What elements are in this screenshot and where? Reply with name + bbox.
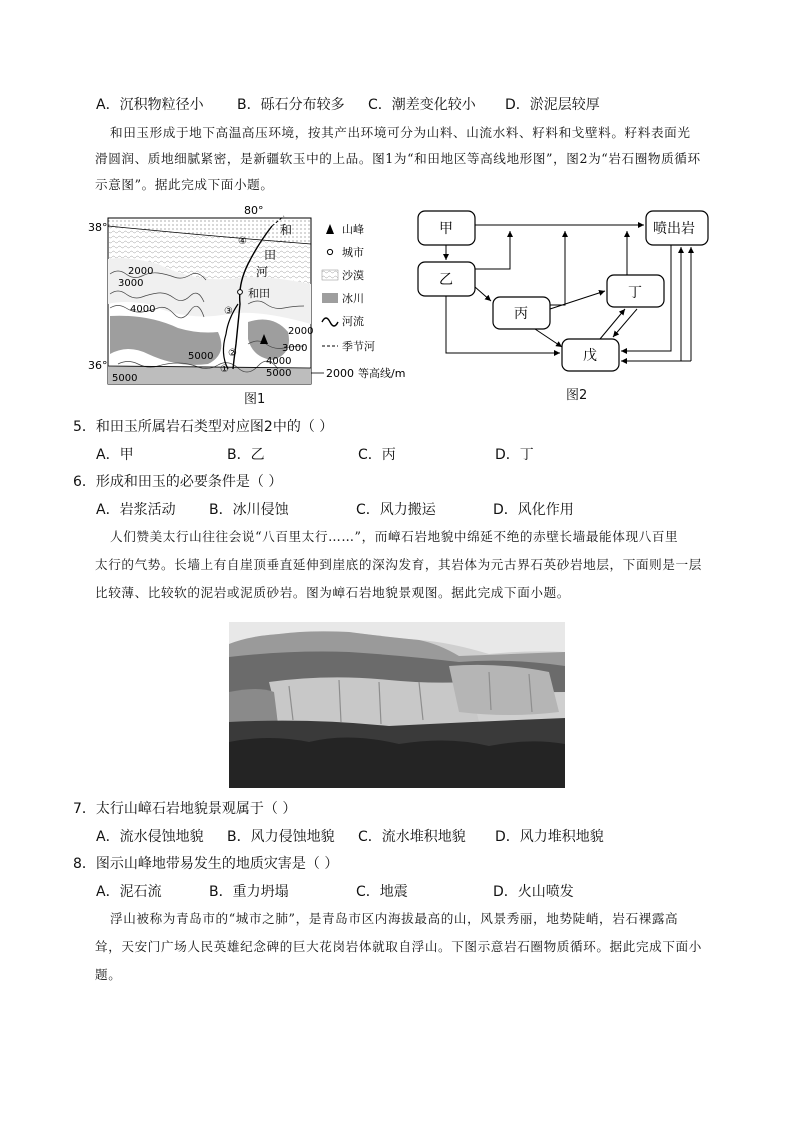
q4-option-d[interactable]: D．淤泥层较厚 [505, 97, 600, 113]
q5-stem: 5．和田玉所属岩石类型对应图2中的（ ） [73, 419, 334, 435]
q7-options [96, 828, 604, 846]
passage3-line1: 浮山被称为青岛市的“城市之肺”，是青岛市区内海拔最高的山，风景秀丽，地势陡峭，岩石裸露高 [110, 911, 679, 926]
point-4: ④ [238, 236, 247, 247]
contour-label-6: 4000 [266, 356, 292, 367]
figure2-caption: 图2 [566, 388, 588, 403]
q8-option-a[interactable]: A．泥石流 [96, 884, 162, 900]
passage1-line3: 示意图”。据此完成下面小题。 [95, 177, 274, 192]
peak-icon [326, 224, 334, 234]
q5-options [96, 446, 534, 464]
svg-text:山峰: 山峰 [342, 223, 364, 236]
q6-stem: 6．形成和田玉的必要条件是（ ） [73, 474, 283, 490]
node-yi: 乙 [439, 272, 453, 288]
figure2-rock-cycle [415, 205, 715, 375]
q8-options [96, 883, 574, 901]
city-icon [327, 249, 332, 254]
river-char-3: 河 [256, 265, 269, 279]
q8-option-c[interactable]: C．地震 [356, 884, 408, 900]
q6-options [96, 501, 574, 519]
desert-icon [322, 270, 338, 280]
svg-text:沙漠: 沙漠 [342, 269, 364, 282]
city-icon [238, 290, 243, 295]
node-wu: 戊 [583, 348, 597, 364]
landscape-photo [229, 622, 565, 788]
river-char-1: 和 [280, 223, 293, 237]
contour-label-1: 2000 [128, 266, 154, 277]
contour-label-4: 2000 [288, 326, 314, 337]
svg-text:等高线/m: 等高线/m [358, 367, 406, 380]
passage2-line3: 比较薄、比较软的泥岩或泥质砂岩。图为嶂石岩地貌景观图。据此完成下面小题。 [95, 585, 570, 600]
lat-bottom-label: 36° [88, 359, 108, 372]
figure1-caption: 图1 [244, 392, 266, 407]
point-2: ② [228, 348, 237, 359]
q8-option-b[interactable]: B．重力坍塌 [209, 884, 289, 900]
svg-text:城市: 城市 [342, 246, 364, 259]
q6-option-b[interactable]: B．冰川侵蚀 [209, 502, 289, 518]
figure1-contour-map [88, 204, 418, 404]
river-char-2: 田 [264, 248, 277, 262]
q4-options [96, 96, 600, 114]
q5-option-b[interactable]: B．乙 [227, 447, 265, 463]
q6-option-c[interactable]: C．风力搬运 [356, 502, 436, 518]
point-3: ③ [224, 306, 233, 317]
contour-label-7: 5000 [188, 351, 214, 362]
q5-option-c[interactable]: C．丙 [358, 447, 396, 463]
city-label: 和田 [248, 287, 270, 300]
passage3-line2: 耸，天安门广场人民英雄纪念碑的巨大花岗岩体就取自浮山。下图示意岩石圈物质循环。据此完成下面小 [95, 939, 702, 954]
river-icon [322, 318, 338, 326]
q7-option-d[interactable]: D．风力堆积地貌 [495, 829, 604, 845]
glacier-icon [322, 293, 338, 303]
svg-text:河流: 河流 [342, 315, 364, 328]
lat-top-label: 38° [88, 221, 108, 234]
contour-label-5: 3000 [282, 343, 308, 354]
q6-option-d[interactable]: D．风化作用 [493, 502, 574, 518]
figure1-legend [311, 222, 405, 380]
q5-option-a[interactable]: A．甲 [96, 447, 134, 463]
passage2-line2: 太行的气势。长墙上有自崖顶垂直延伸到崖底的深沟发育，其岩体为元古界石英砂岩地层，下面则是一层 [95, 557, 702, 572]
node-penchu: 喷出岩 [653, 221, 695, 237]
passage1-line1: 和田玉形成于地下高温高压环境，按其产出环境可分为山料、山流水料、籽料和戈壁料。籽料表面光 [110, 125, 691, 140]
contour-label-8: 5000 [266, 368, 292, 379]
q7-option-b[interactable]: B．风力侵蚀地貌 [227, 829, 335, 845]
q4-option-b[interactable]: B．砾石分布较多 [237, 97, 345, 113]
contour-label-3: 4000 [130, 304, 156, 315]
contour-label-9: 5000 [112, 373, 138, 384]
svg-text:2000: 2000 [326, 367, 354, 380]
contour-label-2: 3000 [118, 278, 144, 289]
node-bing: 丙 [514, 306, 528, 322]
svg-text:季节河: 季节河 [342, 340, 375, 353]
node-jia: 甲 [439, 221, 453, 237]
q6-option-a[interactable]: A．岩浆活动 [96, 502, 176, 518]
passage3-line3: 题。 [95, 967, 122, 982]
svg-text:冰川: 冰川 [342, 292, 364, 305]
passage1-line2: 滑圆润、质地细腻紧密，是新疆软玉中的上品。图1为“和田地区等高线地形图”，图2为“岩石圈物质循环 [95, 151, 701, 166]
q4-option-c[interactable]: C．潮差变化较小 [368, 97, 476, 113]
q7-option-a[interactable]: A．流水侵蚀地貌 [96, 829, 204, 845]
q4-option-a[interactable]: A．沉积物粒径小 [96, 97, 204, 113]
q8-stem: 8．图示山峰地带易发生的地质灾害是（ ） [73, 856, 339, 872]
node-ding: 丁 [628, 285, 642, 301]
passage2-line1: 人们赞美太行山往往会说“八百里太行……”，而嶂石岩地貌中绵延不绝的赤壁长墙最能体现八百里 [110, 529, 679, 544]
point-1: ① [220, 364, 229, 375]
q7-option-c[interactable]: C．流水堆积地貌 [358, 829, 466, 845]
lon-label: 80° [244, 204, 264, 217]
q8-option-d[interactable]: D．火山喷发 [493, 884, 574, 900]
q5-option-d[interactable]: D．丁 [495, 447, 534, 463]
q7-stem: 7．太行山嶂石岩地貌景观属于（ ） [73, 801, 297, 817]
